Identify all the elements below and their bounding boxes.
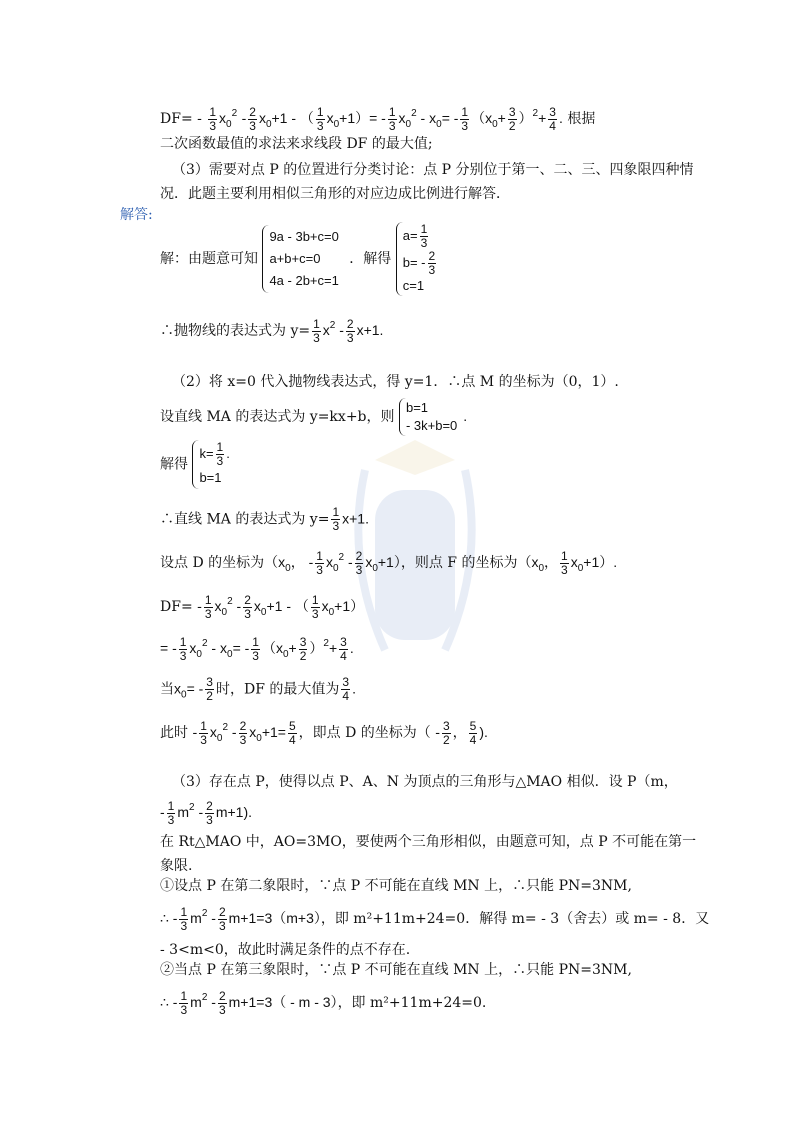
part2-line2: 设直线 MA 的表达式为 y=kx+b，则 b=1 - 3k+b=0 . (160, 398, 467, 436)
part2-solve: 解得 k= $\frac{1}{3}$ . b=1 (160, 440, 236, 489)
parabola-expression: ∴抛物线的表达式为 y= $\frac{1}{3}$ $x^2$ - $\frac{2}{3}$ x+1. (160, 316, 384, 345)
solution-system-abc: a= $\frac{1}{3}$ b= - $\frac{2}{3}$ c=1 (396, 222, 444, 296)
df-max-value: 当$x_0=$ - $\frac{3}{2}$ 时，DF 的最大值为 $\frac{3}{4}$ . (160, 675, 356, 703)
solution-part1: 解：由题意可知 9a - 3b+c=0 a+b+c=0 4a - 2b+c=1 ．解得 a= $\frac{1}{3}$ b= - $\frac{2}{3}$ c=1 (160, 222, 444, 296)
part2-line1: （2）将 x=0 代入抛物线表达式，得 y=1．∴点 M 的坐标为（0，1）. (172, 374, 619, 390)
case1-line: ①设点 P 在第二象限时，∵点 P 不可能在直线 MN 上，∴只能 PN=3NM, (160, 878, 632, 894)
df-expression-line: DF= - $\frac{1}{3}$ $x_0^2$ - $\frac{2}{3}$ $x_0+1$ - （ $\frac{1}{3}$ $x_0+1)=$ - $\frac{1}{3}$ $x_0^2 - x_0=$ - $\frac{1}{3}$ （$x_0+$ $\frac{3}{2}$ ）$^2$+ $\frac{3}{4}$ . 根据 (160, 104, 596, 133)
point-d-result: 此时 - $\frac{1}{3}$ $x_0^2$ - $\frac{2}{3}$ $x_0+1=$ $\frac{5}{4}$ ，即点 D 的坐标为（ - $\frac{3}{2}$ ， $\frac{5}{4}$ ). (160, 718, 488, 747)
solution-system-kb: k= $\frac{1}{3}$ . b=1 (192, 440, 235, 489)
df-line-b: = - $\frac{1}{3}$ $x_0^2 - x_0=$ - $\frac{1}{3}$ （$x_0+$ $\frac{3}{2}$ ）$^2$+ $\frac{3}{4}$ . (160, 634, 354, 663)
part3-analysis-b: 况．此题主要利用相似三角形的对应边成比例进行解答． (160, 186, 510, 202)
equation-system-abc: 9a - 3b+c=0 a+b+c=0 4a - 2b+c=1 (262, 225, 344, 293)
case2-line: ②当点 P 在第三象限时，∵点 P 不可能在直线 MN 上，∴只能 PN=3NM, (160, 962, 632, 978)
part3-line1: （3）存在点 P，使得以点 P、A、N 为顶点的三角形与△MAO 相似．设 P（m， (172, 774, 678, 790)
intro-line-2: 二次函数最值的求法来求线段 DF 的最大值; (160, 136, 433, 152)
df-line-a: DF= - $\frac{1}{3}$ $x_0^2$ - $\frac{2}{3}$ $x_0+1$ - （ $\frac{1}{3}$ $x_0+1$） (160, 592, 365, 621)
case1-conclusion: - 3<m<0，故此时满足条件的点不存在. (160, 942, 411, 958)
part3-line4: 象限. (160, 858, 193, 874)
point-d-f-coordinates: 设点 D 的坐标为（$x_0$， - $\frac{1}{3}$ $x_0^2$ - $\frac{2}{3}$ $x_0+1$），则点 F 的坐标为（$x_0$， $\frac{1}{3}$ $x_0+1$）. (160, 548, 618, 577)
part3-line3: 在 Rt△MAO 中，AO=3MO，要使两个三角形相似，由题意可知，点 P 不可能在第一 (160, 834, 697, 850)
case1-equation: ∴ - $\frac{1}{3}$ $m^2$ - $\frac{2}{3}$ m+1=3（m+3），即 m²+11m+24=0．解得 m= - 3（舍去）或 m= - 8．又 (160, 904, 710, 933)
line-ma-expression: ∴直线 MA 的表达式为 y= $\frac{1}{3}$ x+1. (160, 505, 369, 533)
equation-system-kb: b=1 - 3k+b=0 (399, 398, 463, 436)
case2-equation: ∴ - $\frac{1}{3}$ $m^2$ - $\frac{2}{3}$ m+1=3（ - m - 3），即 m²+11m+24=0. (160, 988, 487, 1017)
part3-line2: - $\frac{1}{3}$ $m^2$ - $\frac{2}{3}$ m+1). (160, 798, 253, 827)
part3-analysis-a: （3）需要对点 P 的位置进行分类讨论：点 P 分别位于第一、二、三、四象限四种情 (172, 162, 694, 178)
answer-label: 解答: (120, 207, 153, 223)
